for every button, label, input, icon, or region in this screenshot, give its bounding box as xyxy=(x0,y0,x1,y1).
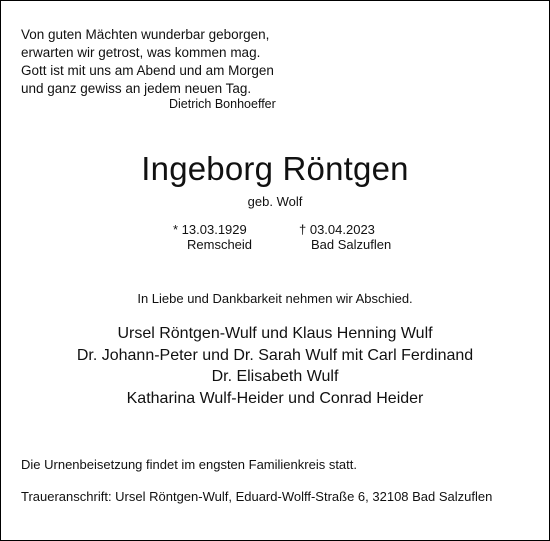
farewell-text: In Liebe und Dankbarkeit nehmen wir Abschied. xyxy=(137,291,413,306)
mourner-line: Ursel Röntgen-Wulf und Klaus Henning Wulf xyxy=(117,325,433,342)
death-place: Bad Salzuflen xyxy=(311,237,392,252)
maiden-name: geb. Wolf xyxy=(247,194,303,209)
mourning-address: Traueranschrift: Ursel Röntgen-Wulf, Eduard-Wolff-Straße 6, 32108 Bad Salzuflen xyxy=(21,489,493,504)
mourners-list xyxy=(1,323,549,409)
urn-notice: Die Urnenbeisetzung findet im engsten Familienkreis statt. xyxy=(21,457,357,472)
poem-line-4: und ganz gewiss an jedem neuen Tag. xyxy=(21,81,252,96)
deceased-name: Ingeborg Röntgen xyxy=(141,150,409,187)
poem-line-3: Gott ist mit uns am Abend und am Morgen xyxy=(21,63,274,78)
birth-date: * 13.03.1929 xyxy=(173,222,247,237)
poem-line-2: erwarten wir getrost, was kommen mag. xyxy=(21,45,261,60)
poem-author: Dietrich Bonhoeffer xyxy=(169,97,276,111)
poem-line-1: Von guten Mächten wunderbar geborgen, xyxy=(21,27,270,42)
poem xyxy=(21,26,274,98)
death-date: † 03.04.2023 xyxy=(299,222,375,237)
mourner-line: Dr. Elisabeth Wulf xyxy=(211,368,339,385)
mourner-line: Dr. Johann-Peter und Dr. Sarah Wulf mit Carl Ferdinand xyxy=(76,346,474,364)
mourner-line: Katharina Wulf-Heider und Conrad Heider xyxy=(126,389,424,407)
birth-place: Remscheid xyxy=(187,237,253,252)
